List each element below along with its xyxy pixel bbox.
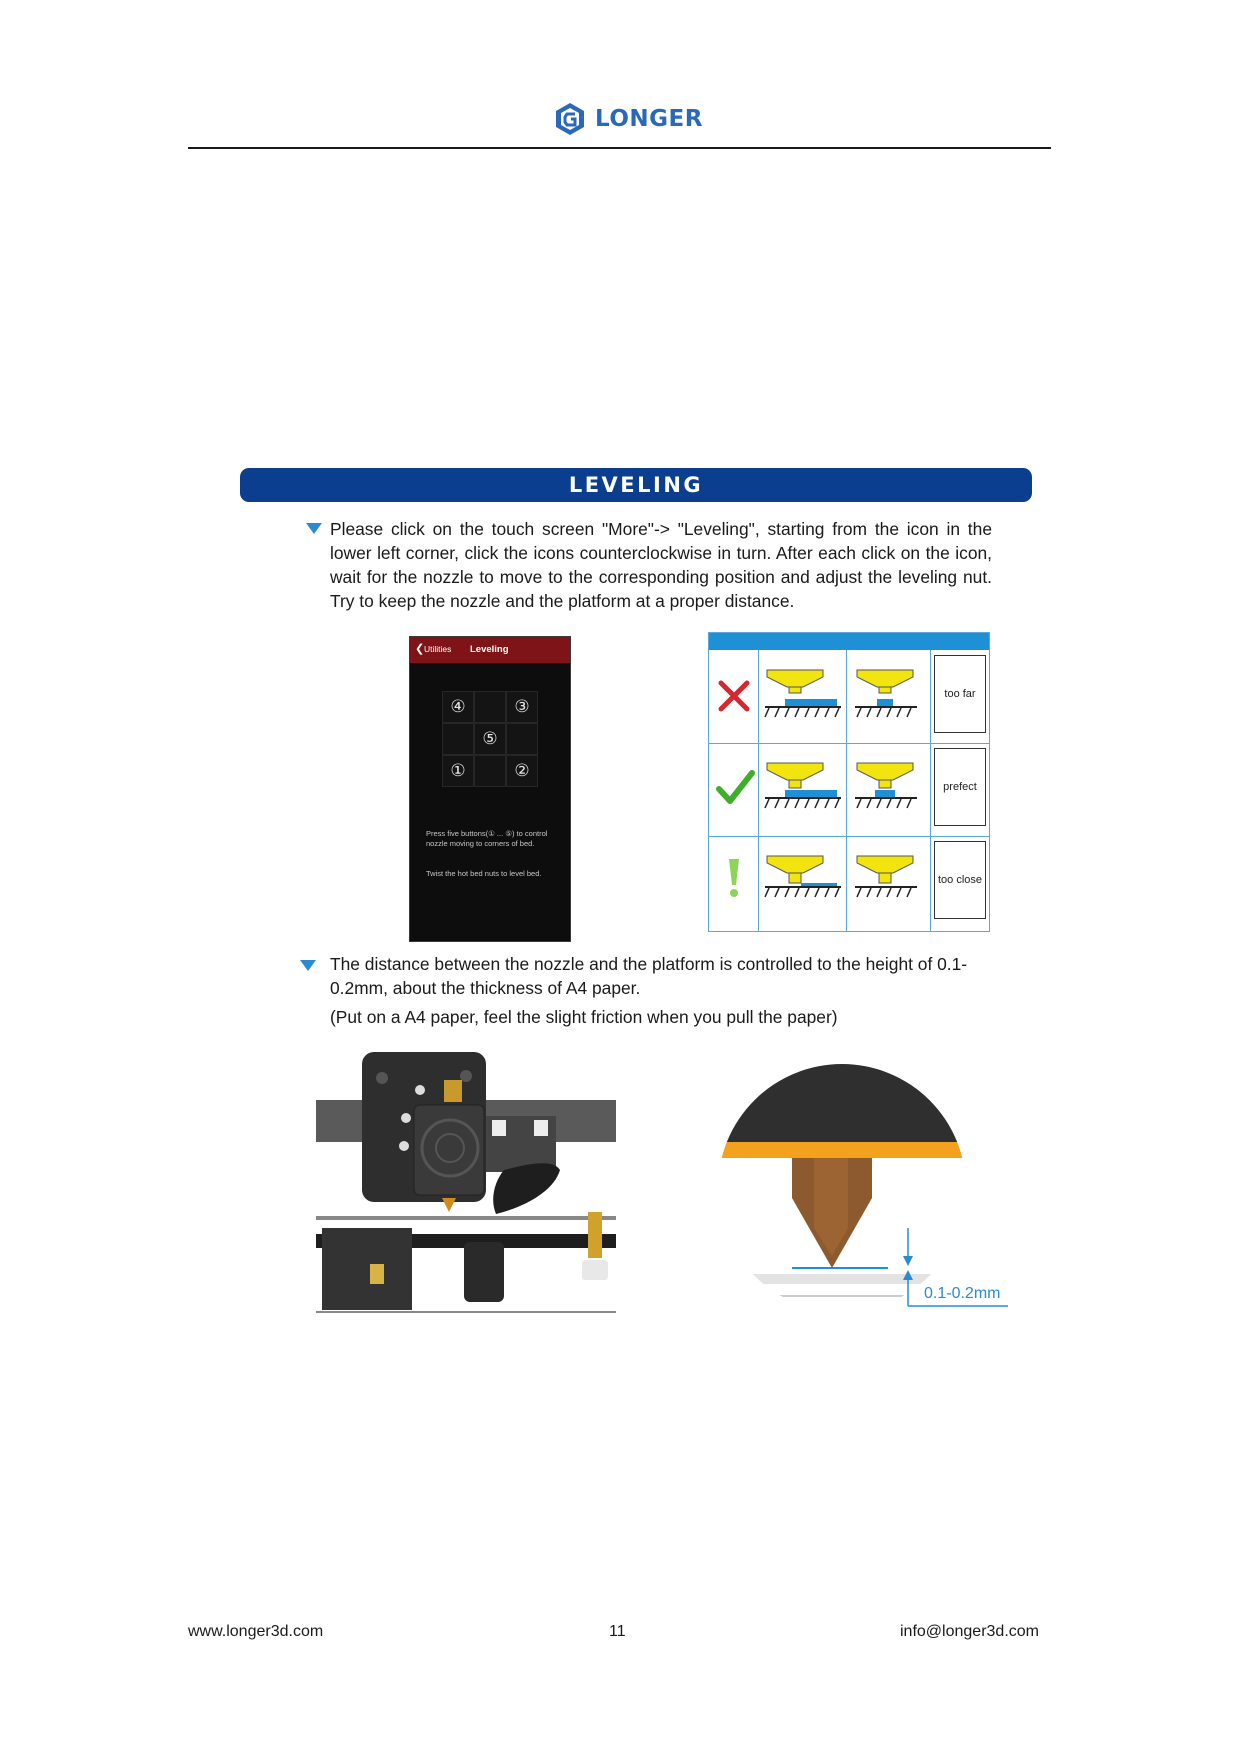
screen-instruction: Twist the hot bed nuts to level bed. bbox=[426, 869, 542, 878]
leveling-comparison-table bbox=[708, 632, 990, 932]
grid-tile bbox=[474, 755, 506, 787]
back-label[interactable]: Utilities bbox=[424, 644, 452, 654]
step1-paragraph: Please click on the touch screen "More"-> "Leveling", starting from the icon in the lower left corner, click the icons counterclockwise in turn. After each click on the icon, wait for the nozzle to move to the corresponding position and adjust the leveling nut. Try to keep the nozzle and the platform at a proper distance. bbox=[330, 519, 992, 611]
step2-paragraph: The distance between the nozzle and the platform is controlled to the height of 0.1-0.2mm, about the thickness of A4 paper. bbox=[330, 954, 968, 998]
header-divider bbox=[188, 147, 1051, 149]
table-header-bar bbox=[709, 633, 989, 650]
cross-icon bbox=[717, 679, 751, 713]
table-divider bbox=[709, 743, 989, 744]
bullet-triangle-icon bbox=[306, 523, 322, 534]
bullet-triangle-icon bbox=[300, 960, 316, 971]
nozzle-far-wide-icon bbox=[761, 667, 845, 727]
table-divider bbox=[758, 650, 759, 931]
level-label-perfect: prefect bbox=[934, 748, 986, 826]
nozzle-close-narrow-icon bbox=[851, 853, 927, 913]
longer-logo-icon bbox=[553, 102, 587, 136]
grid-tile bbox=[474, 691, 506, 723]
nozzle-gap-closeup bbox=[718, 1058, 1014, 1330]
level-point-5-button[interactable]: ⑤ bbox=[482, 729, 498, 749]
screen-title-bar bbox=[410, 637, 570, 663]
grid-tile bbox=[442, 723, 474, 755]
level-point-2-button[interactable]: ② bbox=[514, 761, 530, 781]
check-icon bbox=[715, 767, 755, 807]
table-divider bbox=[930, 650, 931, 931]
table-divider bbox=[709, 836, 989, 837]
footer-website-link[interactable]: www.longer3d.com bbox=[188, 1623, 324, 1640]
grid-tile bbox=[506, 723, 538, 755]
step2-note: (Put on a A4 paper, feel the slight friction when you pull the paper) bbox=[330, 1007, 838, 1027]
level-point-4-button[interactable]: ④ bbox=[450, 697, 466, 717]
nozzle-close-wide-icon bbox=[761, 853, 845, 913]
back-chevron-icon[interactable]: ❮ bbox=[415, 643, 425, 655]
nozzle-perfect-narrow-icon bbox=[851, 760, 927, 820]
level-label-too-far: too far bbox=[934, 655, 986, 733]
section-banner: LEVELING bbox=[240, 468, 1032, 502]
table-divider bbox=[846, 650, 847, 931]
screen-instruction: Press five buttons(① ... ⑤) to control nozzle moving to corners of bed. bbox=[426, 829, 548, 848]
level-point-3-button[interactable]: ③ bbox=[514, 697, 530, 717]
screen-title: Leveling bbox=[470, 644, 509, 655]
brand-name: LONGER bbox=[595, 106, 703, 132]
touch-screen-mockup bbox=[409, 636, 571, 942]
nozzle-perfect-wide-icon bbox=[761, 760, 845, 820]
footer-email-link[interactable]: info@longer3d.com bbox=[900, 1623, 1039, 1640]
print-head-illustration bbox=[314, 1050, 618, 1320]
level-label-too-close: too close bbox=[934, 841, 986, 919]
warning-icon bbox=[723, 857, 745, 901]
gap-measurement-label: 0.1-0.2mm bbox=[924, 1285, 1001, 1302]
brand-logo bbox=[553, 102, 703, 136]
nozzle-far-narrow-icon bbox=[851, 667, 927, 727]
page-number: 11 bbox=[609, 1623, 626, 1640]
level-point-1-button[interactable]: ① bbox=[450, 761, 466, 781]
